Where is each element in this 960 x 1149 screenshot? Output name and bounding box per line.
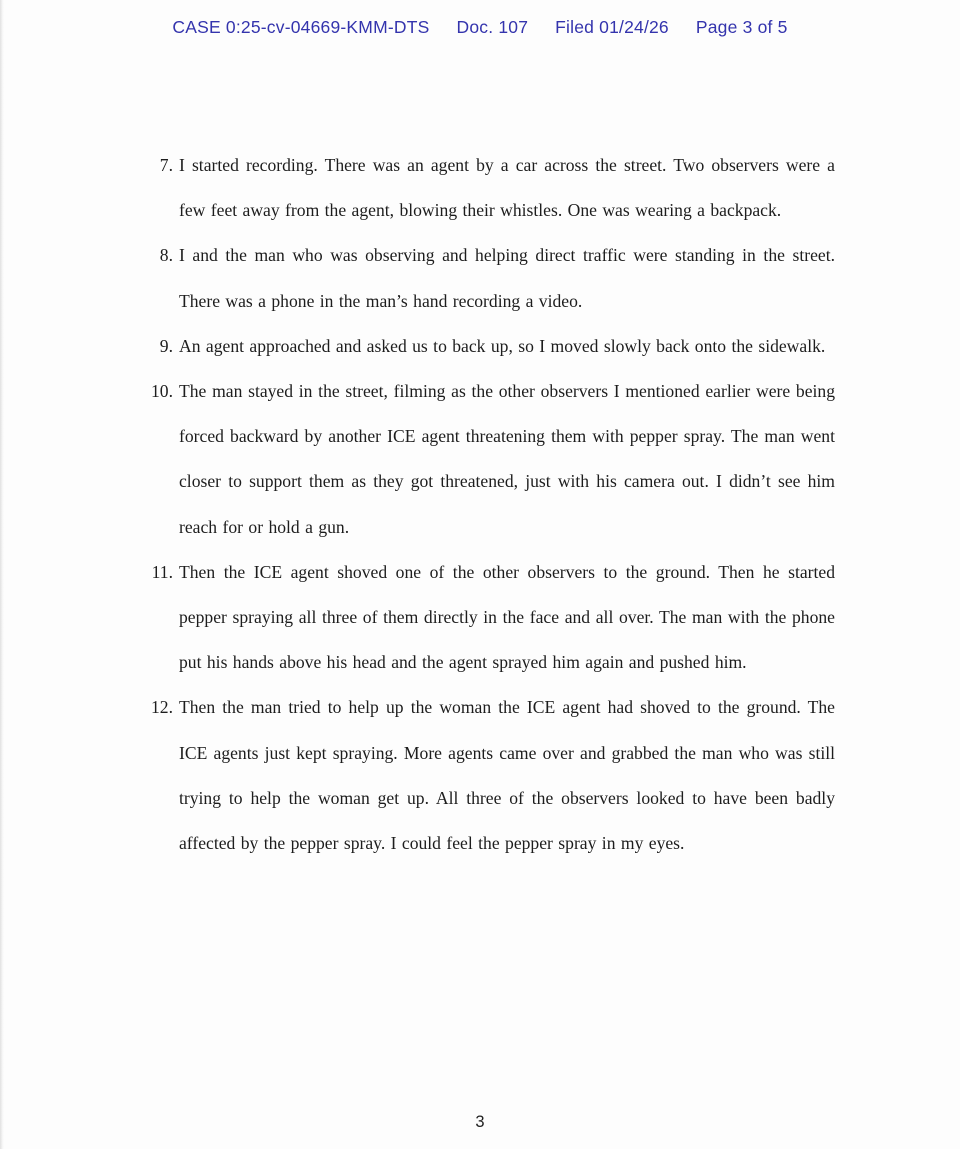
paragraph-text: Then the man tried to help up the woman the ICE agent had shoved to the ground. The ICE agents just kept spraying. More agents came over and grabbed the man who was still trying to help the woman get up. All three of the observers looked to have been badly affected by the pepper spray. I could feel the pepper spray in my eyes.	[179, 697, 835, 854]
page-of-label: Page 3 of 5	[695, 17, 788, 37]
case-number: CASE 0:25-cv-04669-KMM-DTS	[172, 17, 430, 37]
scan-edge-artifact	[0, 0, 4, 1149]
paragraph-text: Then the ICE agent shoved one of the other observers to the ground. Then he started pepper spraying all three of them directly in the face and all over. The man with the phone put his hands above his head and the agent sprayed him again and pushed him.	[179, 561, 835, 673]
paragraph-8	[146, 233, 835, 323]
paragraph-number: 10.	[151, 381, 173, 402]
ecf-stamp-header	[0, 17, 960, 38]
paragraph-number: 9.	[159, 335, 173, 356]
page-number-footer: 3	[475, 1113, 485, 1131]
paragraph-10	[146, 369, 835, 550]
paragraph-number: 7.	[159, 155, 173, 175]
paragraph-text: An agent approached and asked us to back up, so I moved slowly back onto the sidewalk.	[179, 335, 826, 356]
paragraph-text: I started recording. There was an agent by a car across the street. Two observers were a few feet away from the agent, blowing their whistles. One was wearing a backpack.	[179, 155, 835, 221]
filed-date: Filed 01/24/26	[555, 17, 669, 37]
paragraph-text: I and the man who was observing and helping direct traffic were standing in the street. There was a phone in the man’s hand recording a video.	[179, 245, 835, 311]
paragraph-number: 8.	[159, 245, 173, 266]
paragraph-number: 12.	[151, 697, 173, 718]
paragraph-9	[146, 324, 835, 369]
paragraph-12	[146, 685, 835, 866]
declaration-body	[146, 143, 835, 866]
paragraph-11	[146, 550, 835, 686]
doc-number: Doc. 107	[456, 17, 529, 37]
paragraph-text: The man stayed in the street, filming as the other observers I mentioned earlier were being forced backward by another ICE agent threatening them with pepper spray. The man went closer to support them as they got threatened, just with his camera out. I didn’t see him reach for or hold a gun.	[179, 381, 835, 537]
paragraph-number: 11.	[151, 561, 173, 582]
paragraph-7	[146, 143, 835, 233]
